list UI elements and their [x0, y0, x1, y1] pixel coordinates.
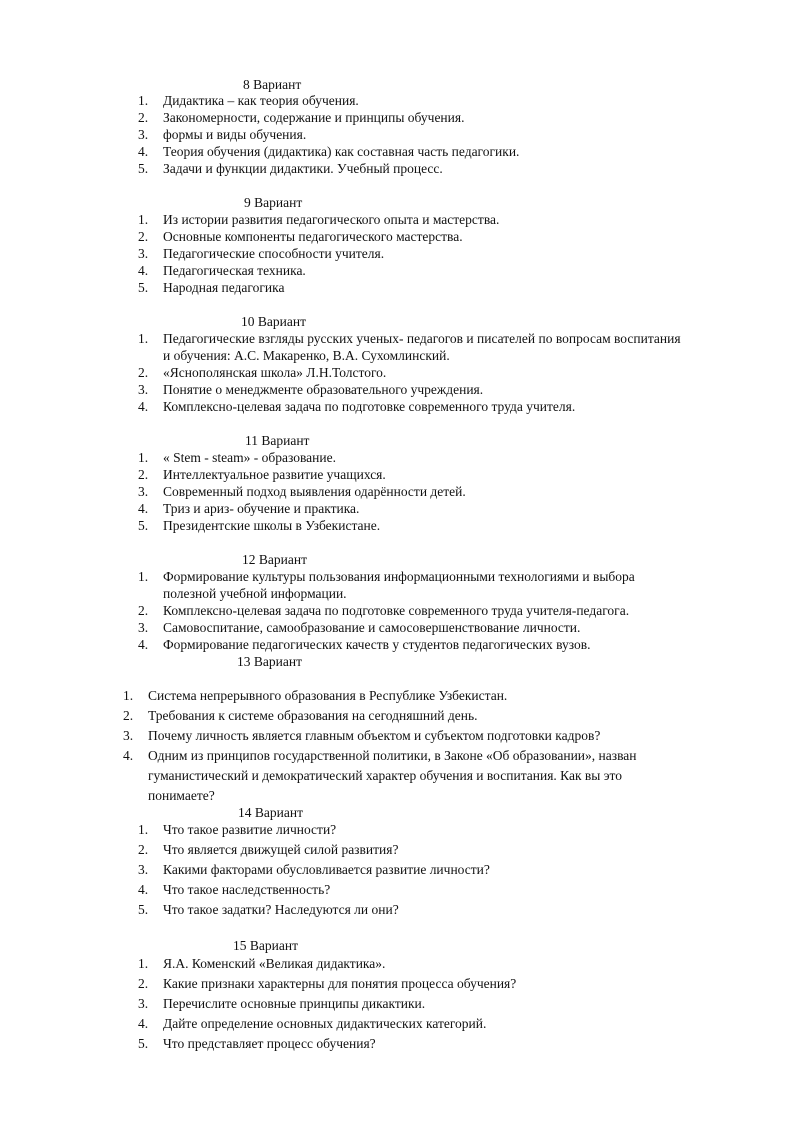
list-item: 2. Закономерности, содержание и принципы обучения. — [138, 110, 465, 125]
list-item: 4. Дайте определение основных дидактических категорий. — [138, 1016, 487, 1031]
list-item: 3. Педагогические способности учителя. — [138, 246, 385, 261]
variant-title: 15 Вариант — [233, 938, 298, 953]
list-item: 1. Из истории развития педагогического опыта и мастерства. — [138, 212, 500, 227]
list-item: 5. Что такое задатки? Наследуются ли они? — [138, 902, 399, 917]
list-item: 1. Система непрерывного образования в Республике Узбекистан. — [123, 688, 508, 703]
variant-title: 13 Вариант — [237, 654, 302, 669]
list-item: 3. Современный подход выявления одарённости детей. — [138, 484, 466, 499]
question-list — [0, 212, 800, 297]
variant-title: 8 Вариант — [243, 77, 302, 92]
list-item-continuation: и обучения: А.С. Макаренко, В.А. Сухомлинский. — [163, 348, 450, 363]
list-item: 1. Педагогические взгляды русских ученых- педагогов и писателей по вопросам воспитания — [138, 331, 681, 346]
list-item: 1. « Stem - steam» - образование. — [138, 450, 336, 465]
list-item: 4. Формирование педагогических качеств у студентов педагогических вузов. — [138, 637, 591, 652]
list-item: 2. Что является движущей силой развития? — [138, 842, 399, 857]
question-list — [0, 569, 800, 654]
list-item: 4. Теория обучения (дидактика) как составная часть педагогики. — [138, 144, 520, 159]
question-list — [0, 688, 800, 808]
list-item: 3. Понятие о менеджменте образовательного учреждения. — [138, 382, 484, 397]
list-item: 5. Что представляет процесс обучения? — [138, 1036, 376, 1051]
list-item: 4. Педагогическая техника. — [138, 263, 306, 278]
list-item: 1. Что такое развитие личности? — [138, 822, 337, 837]
list-item: 5. Президентские школы в Узбекистане. — [138, 518, 381, 533]
list-item: 4. Что такое наследственность? — [138, 882, 331, 897]
question-list — [0, 822, 800, 922]
list-item: 2. Основные компоненты педагогического мастерства. — [138, 229, 463, 244]
variant-title: 11 Вариант — [245, 433, 310, 448]
list-item: 4. Одним из принципов государственной политики, в Законе «Об образовании», назван — [123, 748, 637, 763]
list-item: 2. Какие признаки характерны для понятия процесса обучения? — [138, 976, 517, 991]
question-list — [0, 956, 800, 1056]
list-item: 2. Комплексно-целевая задача по подготовке современного труда учителя-педагога. — [138, 603, 630, 618]
list-item: 1. Дидактика – как теория обучения. — [138, 93, 359, 108]
list-item-continuation: полезной учебной информации. — [163, 586, 347, 601]
list-item: 2. «Яснополянская школа» Л.Н.Толстого. — [138, 365, 387, 380]
list-item: 1. Я.А. Коменский «Великая дидактика». — [138, 956, 386, 971]
question-list — [0, 450, 800, 535]
list-item-continuation: понимаете? — [148, 788, 215, 803]
question-list — [0, 93, 800, 178]
variant-title: 10 Вариант — [241, 314, 306, 329]
list-item: 4. Комплексно-целевая задача по подготовке современного труда учителя. — [138, 399, 576, 414]
variant-title: 12 Вариант — [242, 552, 307, 567]
question-list — [0, 331, 800, 416]
variant-title: 14 Вариант — [238, 805, 303, 820]
list-item: 2. Интеллектуальное развитие учащихся. — [138, 467, 386, 482]
variant-title: 9 Вариант — [244, 195, 303, 210]
list-item: 1. Формирование культуры пользования информационными технологиями и выбора — [138, 569, 635, 584]
list-item: 3. Самовоспитание, самообразование и самосовершенствование личности. — [138, 620, 581, 635]
list-item: 3. Почему личность является главным объектом и субъектом подготовки кадров? — [123, 728, 601, 743]
list-item: 2. Требования к системе образования на сегодняшний день. — [123, 708, 478, 723]
list-item: 5. Задачи и функции дидактики. Учебный процесс. — [138, 161, 443, 176]
list-item: 5. Народная педагогика — [138, 280, 285, 295]
list-item: 3. Какими факторами обусловливается развитие личности? — [138, 862, 490, 877]
list-item: 3. формы и виды обучения. — [138, 127, 307, 142]
list-item: 3. Перечислите основные принципы дикактики. — [138, 996, 426, 1011]
list-item-continuation: гуманистический и демократический характер обучения и воспитания. Как вы это — [148, 768, 623, 783]
list-item: 4. Триз и ариз- обучение и практика. — [138, 501, 360, 516]
